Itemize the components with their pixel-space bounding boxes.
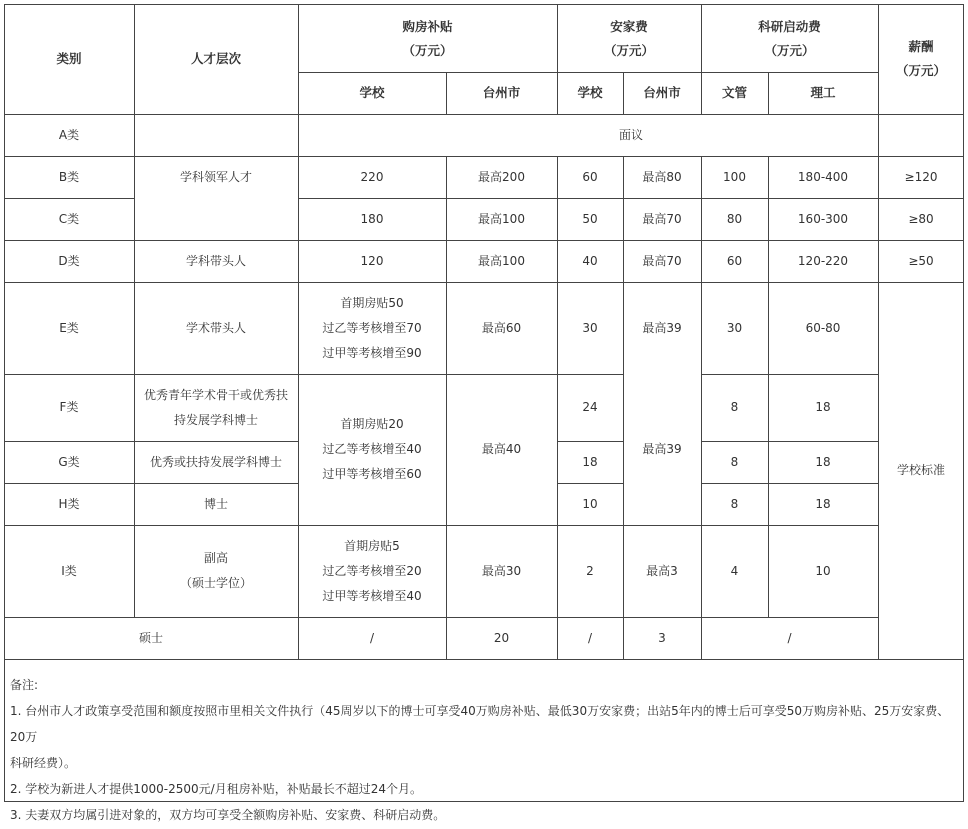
row-d-level: 学科带头人 — [185, 253, 246, 268]
header-research-fee — [701, 14, 878, 64]
row-g-settle-school: 18 — [582, 454, 598, 469]
row-e-research-science: 60-80 — [805, 320, 841, 335]
header-housing-title: 购房补贴 — [402, 19, 453, 34]
efgh-settle-city: 最高39 — [642, 442, 682, 456]
row-f-settle-school: 24 — [582, 400, 598, 414]
note-2: 2. 学校为新进人才提供1000-2500元/月租房补贴，补贴最长不超过24个月。 — [10, 782, 422, 796]
header-housing-school: 学校 — [359, 85, 385, 100]
row-i-housing-city: 最高30 — [481, 563, 522, 578]
row-d-research-arts: 60 — [726, 253, 743, 268]
row-c-settle-city: 最高70 — [642, 211, 682, 226]
row-e-housing-line: 首期房贴50 — [340, 295, 404, 310]
header-talent-level: 人才层次 — [190, 51, 241, 66]
row-f-level — [134, 374, 298, 441]
row-b-settle-city: 最高80 — [642, 169, 682, 184]
row-e-research-arts: 30 — [726, 320, 743, 335]
row-c-housing-school: 180 — [360, 211, 384, 226]
header-salary-unit: （万元） — [895, 63, 946, 78]
fgh-housing-school — [298, 374, 446, 525]
header-research-arts: 文管 — [721, 85, 747, 100]
row-g-level: 优秀或扶持发展学科博士 — [149, 454, 282, 469]
note-1: 1. 台州市人才政策享受范围和额度按照市里相关文件执行（45周岁以下的博士可享受40万购房补贴、最低30万安家费；出站5年内的博士后可享受50万购房补贴、25万安家费、20万 — [10, 704, 950, 744]
row-e-housing-line: 过甲等考核增至90 — [322, 345, 422, 360]
row-e-housing-school — [298, 282, 446, 374]
header-category: 类别 — [56, 51, 82, 66]
row-i-category: I类 — [61, 563, 77, 578]
header-settling-unit: （万元） — [603, 43, 654, 58]
notes-title: 备注: — [10, 678, 39, 692]
row-i-level-line: （硕士学位） — [179, 576, 252, 590]
row-i-housing-line: 首期房贴5 — [344, 538, 400, 553]
row-c-research-arts: 80 — [726, 211, 743, 226]
row-h-level: 博士 — [203, 496, 228, 511]
row-b-housing-city: 最高200 — [478, 169, 525, 184]
row-h-research-arts: 8 — [730, 496, 739, 511]
row-f-level-line: 持发展学科博士 — [173, 412, 258, 427]
row-g-category: G类 — [58, 454, 80, 469]
row-a-negotiable: 面议 — [618, 127, 643, 142]
row-i-level — [134, 525, 298, 617]
salary-school-standard: 学校标准 — [896, 463, 945, 477]
fgh-housing-city: 最高40 — [481, 442, 522, 456]
row-e-settle-school: 30 — [582, 320, 598, 335]
row-f-research-science: 18 — [815, 400, 831, 414]
row-d-housing-city: 最高100 — [478, 253, 525, 268]
header-research-unit: （万元） — [764, 43, 815, 58]
row-i-research-arts: 4 — [730, 563, 739, 578]
header-settling-school: 学校 — [577, 85, 603, 100]
header-research-science: 理工 — [810, 85, 836, 100]
row-i-housing-line: 过甲等考核增至40 — [322, 588, 422, 603]
row-g-research-science: 18 — [815, 454, 831, 469]
row-f-category: F类 — [59, 400, 79, 414]
row-i-housing-line: 过乙等考核增至20 — [322, 563, 422, 578]
header-settling-fee — [557, 14, 701, 64]
fgh-housing-line: 过甲等考核增至60 — [322, 467, 422, 481]
row-e-category: E类 — [59, 320, 79, 335]
abc-talent-level: 学科领军人才 — [179, 169, 252, 184]
note-3: 3. 夫妻双方均属引进对象的，双方均可享受全额购房补贴、安家费、科研启动费。 — [10, 808, 446, 822]
header-research-title: 科研启动费 — [758, 19, 821, 34]
row-f-research-arts: 8 — [730, 400, 739, 414]
header-salary-title: 薪酬 — [908, 39, 934, 54]
row-b-settle-school: 60 — [582, 169, 598, 184]
fgh-housing-line: 首期房贴20 — [340, 417, 404, 431]
row-b-salary: ≥120 — [904, 169, 938, 184]
header-settling-city: 台州市 — [643, 85, 681, 100]
row-d-salary: ≥50 — [908, 253, 934, 268]
header-housing-city: 台州市 — [482, 85, 521, 100]
notes-section — [10, 672, 960, 828]
note-1-continued: 科研经费）。 — [10, 756, 77, 770]
header-housing-unit: （万元） — [402, 43, 453, 58]
row-e-level: 学术带头人 — [185, 320, 246, 335]
row-b-research-science: 180-400 — [797, 169, 849, 184]
row-d-settle-school: 40 — [582, 253, 598, 268]
row-i-settle-city: 最高3 — [646, 563, 678, 578]
row-f-level-line: 优秀青年学术骨干或优秀扶 — [143, 387, 288, 402]
row-master-housing-school: / — [369, 630, 375, 645]
row-b-category: B类 — [58, 169, 80, 184]
row-b-housing-school: 220 — [360, 169, 384, 184]
row-e-housing-city: 最高60 — [481, 320, 522, 335]
row-b-research-arts: 100 — [723, 169, 746, 184]
row-h-settle-school: 10 — [582, 496, 598, 511]
row-d-housing-school: 120 — [360, 253, 384, 268]
row-c-settle-school: 50 — [582, 211, 598, 226]
row-c-category: C类 — [58, 211, 80, 226]
row-master-label: 硕士 — [138, 630, 163, 645]
row-master-housing-city: 20 — [493, 630, 510, 645]
header-settling-title: 安家费 — [610, 19, 648, 34]
row-d-category: D类 — [58, 253, 80, 268]
header-housing-subsidy — [298, 14, 557, 64]
row-master-research: / — [787, 630, 792, 645]
row-i-housing-school — [298, 525, 446, 617]
row-h-category: H类 — [58, 496, 80, 511]
row-g-research-arts: 8 — [730, 454, 739, 469]
row-i-research-science: 10 — [815, 563, 831, 578]
row-e-housing-line: 过乙等考核增至70 — [322, 320, 422, 335]
fgh-housing-line: 过乙等考核增至40 — [322, 442, 422, 456]
row-d-settle-city: 最高70 — [642, 253, 682, 268]
row-c-research-science: 160-300 — [797, 211, 849, 226]
row-i-level-line: 副高 — [203, 551, 228, 565]
row-h-research-science: 18 — [815, 496, 831, 511]
row-master-settle-school: / — [587, 630, 593, 645]
row-c-housing-city: 最高100 — [478, 211, 525, 226]
row-i-settle-school: 2 — [586, 563, 594, 578]
header-salary — [878, 4, 964, 114]
row-master-settle-city: 3 — [658, 630, 666, 645]
row-a-category: A类 — [58, 127, 80, 142]
row-c-salary: ≥80 — [908, 211, 934, 226]
row-e-settle-city: 最高39 — [642, 320, 682, 335]
row-d-research-science: 120-220 — [797, 253, 849, 268]
